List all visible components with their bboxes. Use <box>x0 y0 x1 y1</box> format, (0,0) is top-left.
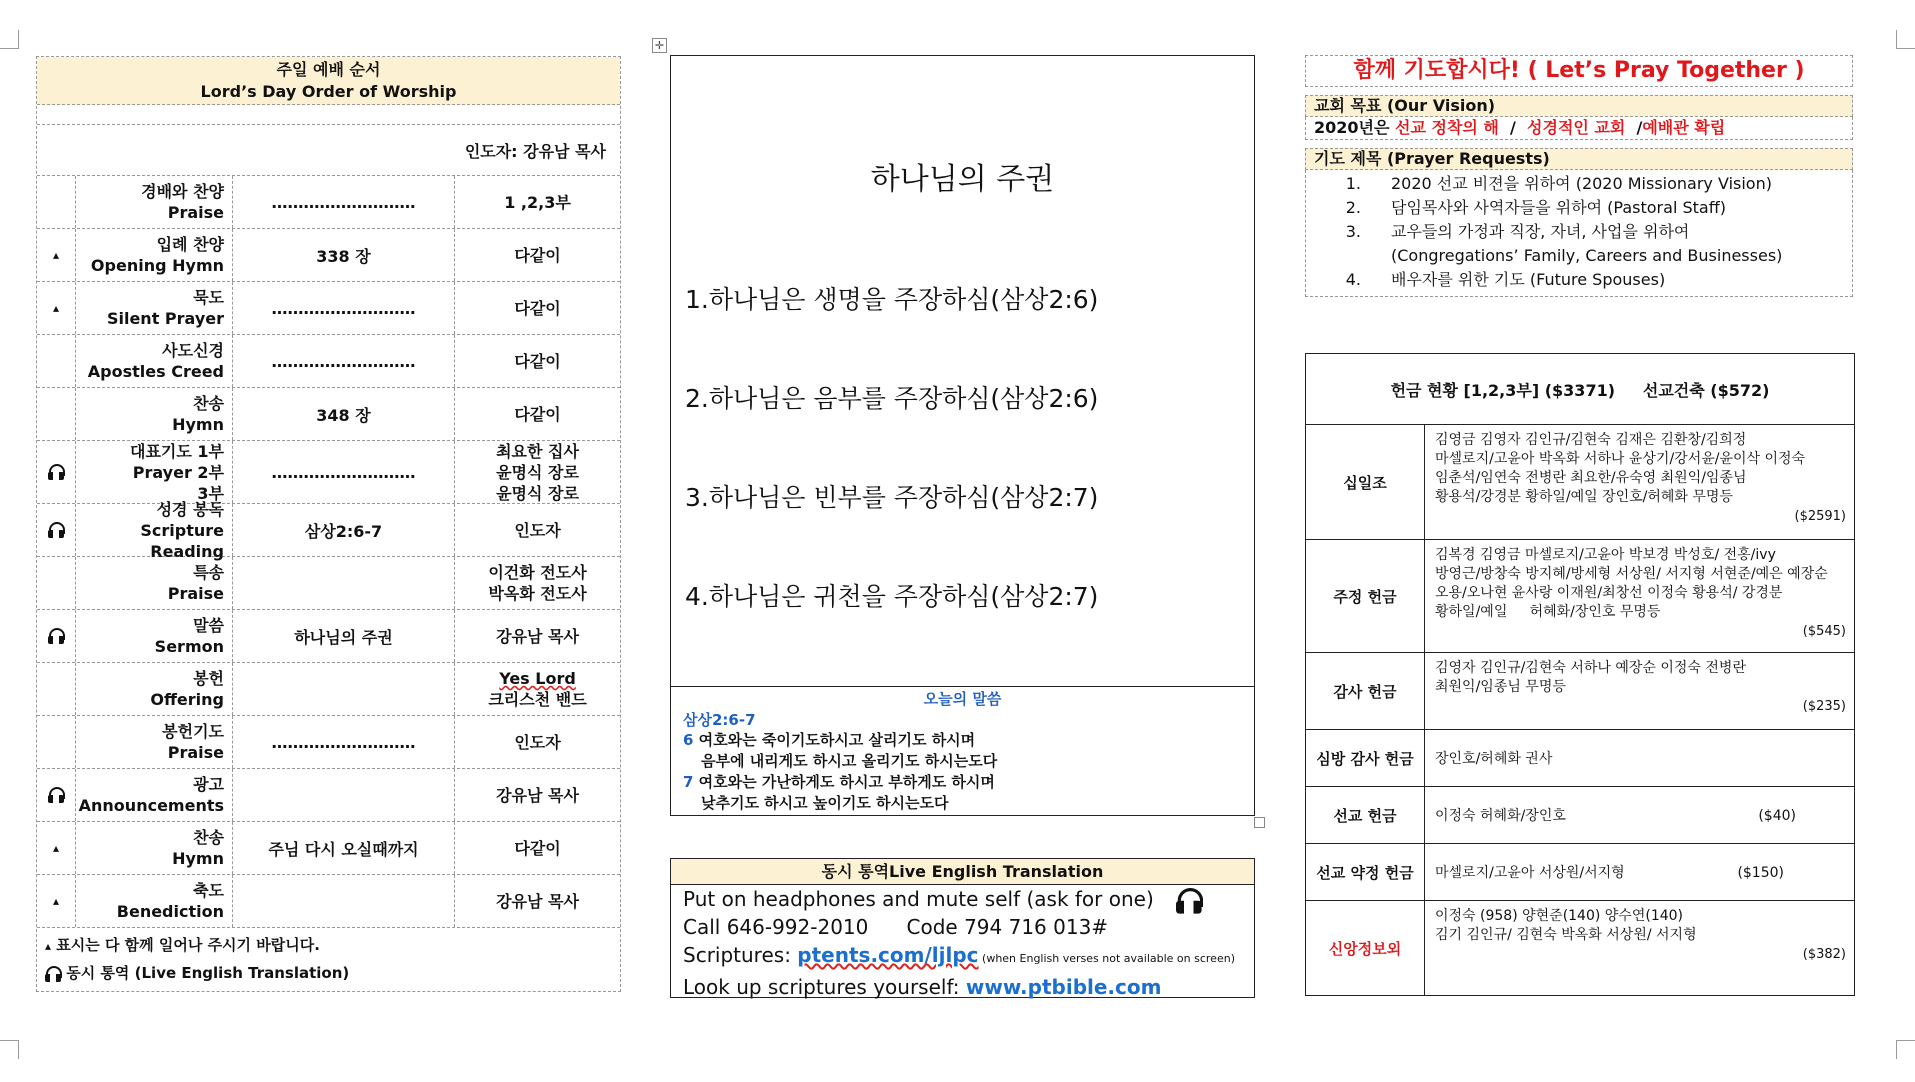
worship-item-item-en: Announcements <box>78 796 224 815</box>
ptents-link[interactable]: ptents.com/ljlpc <box>797 943 979 967</box>
worship-presenter <box>455 335 620 387</box>
worship-row <box>37 441 620 504</box>
worship-presenter-line: 강유남 목사 <box>496 626 579 646</box>
worship-item <box>76 176 233 228</box>
worship-item-item-3: 3부 <box>197 483 224 503</box>
worship-presenter-line: 강유남 목사 <box>496 891 579 911</box>
worship-detail: ……………………… <box>233 176 455 228</box>
worship-item <box>76 335 233 387</box>
worship-item <box>76 388 233 440</box>
offering-row <box>1306 425 1854 540</box>
offering-donors <box>1425 901 1854 995</box>
prayer-request-text: (Congregations’ Family, Careers and Businesses) <box>1391 246 1783 265</box>
worship-presenter-line: 최요한 집사 <box>496 441 579 461</box>
worship-item <box>76 610 233 662</box>
worship-presenter <box>455 610 620 662</box>
worship-row <box>37 335 620 388</box>
worship-detail: 348 장 <box>233 388 455 440</box>
sermon-point-3: 3.하나님은 빈부를 주장하심(삼상2:7) <box>685 483 1099 512</box>
stand-icon: ▴ <box>52 894 60 908</box>
standing-note: ▴ 표시는 다 함께 일어나 주시기 바랍니다. <box>45 936 320 954</box>
offering-donor-line: 마셀로지/고윤아 서상원/서지형 <box>1435 864 1625 881</box>
worship-presenter-line: 다같이 <box>514 245 561 265</box>
worship-row <box>37 822 620 875</box>
prayer-request-text: 2020 선교 비젼을 위하여 (2020 Missionary Vision) <box>1391 174 1772 193</box>
prayer-requests-list <box>1305 170 1853 297</box>
prayer-section <box>1305 55 1853 297</box>
offering-donor-line: 김복경 김영금 마셀로지/고윤아 박보경 박성호/ 전홍/ivy <box>1435 547 1776 563</box>
worship-rows <box>37 176 620 928</box>
worship-item-item-ko: 찬송 <box>193 394 224 413</box>
worship-presenter-line: 크리스천 밴드 <box>488 690 587 709</box>
worship-row <box>37 875 620 928</box>
worship-row <box>37 499 620 561</box>
worship-item <box>76 229 233 281</box>
worship-detail: 338 장 <box>233 229 455 281</box>
worship-item <box>76 822 233 874</box>
offering-donor-line: 김영자 김인규/김현숙 서하나 예장순 이정숙 전병란 <box>1435 660 1746 676</box>
worship-item <box>76 441 233 503</box>
worship-leader: 인도자: 강유남 목사 <box>37 125 620 176</box>
translation-line-1: Put on headphones and mute self (ask for one) <box>671 885 1254 913</box>
stand-icon: ▴ <box>45 939 52 953</box>
stand-icon: ▴ <box>52 301 60 315</box>
offering-donor-line: 김영금 김영자 김인규/김현숙 김재은 김환창/김희정 <box>1435 432 1747 448</box>
worship-row-icon-cell <box>37 610 76 662</box>
vision-header: 교회 목표 (Our Vision) <box>1305 95 1853 117</box>
verses-reference: 삼상2:6-7 <box>683 711 756 729</box>
worship-presenter-line: 다같이 <box>514 351 561 371</box>
offering-donors <box>1425 844 1854 900</box>
worship-item-item-ko: 축도 <box>193 881 224 900</box>
offering-donor-line: 최원익/임종님 무명등 <box>1435 679 1566 695</box>
offering-amount: ($150) <box>1737 864 1784 881</box>
worship-item-item-ko: 성경 봉독 <box>156 499 224 519</box>
worship-row-icon-cell <box>37 769 76 821</box>
translation-note: 동시 통역 (Live English Translation) <box>45 960 612 987</box>
worship-title-ko: 주일 예배 순서 <box>276 59 381 79</box>
worship-item-item-ko: 특송 <box>193 563 224 582</box>
worship-item-item-ko: 입례 찬양 <box>156 235 224 254</box>
offering-donor-line: 김기 김인규/ 김현숙 박옥화 서상원/ 서지형 <box>1435 927 1697 943</box>
pray-together-title: 함께 기도합시다! ( Let’s Pray Together ) <box>1305 55 1853 87</box>
offering-amount: ($2591) <box>1794 509 1846 524</box>
worship-row <box>37 610 620 663</box>
offering-donors <box>1425 653 1854 729</box>
todays-verses <box>670 686 1255 816</box>
offering-amount: ($545) <box>1802 624 1846 639</box>
prayer-request-text: 교우들의 가정과 직장, 자녀, 사업을 위하여 <box>1391 222 1690 241</box>
worship-item-item-en: Praise <box>167 743 224 762</box>
worship-item-item-ko: 경배와 찬양 <box>141 182 224 201</box>
worship-presenter <box>455 716 620 768</box>
worship-detail <box>233 663 455 715</box>
prayer-request-text: 담임목사와 사역자들을 위하여 (Pastoral Staff) <box>1391 198 1726 217</box>
worship-presenter <box>455 441 620 503</box>
offering-donors <box>1425 730 1854 786</box>
worship-presenter-line: 이건화 전도사 <box>488 563 587 582</box>
offering-donors <box>1425 540 1854 652</box>
stand-icon: ▴ <box>52 841 60 855</box>
offering-category: 심방 감사 헌금 <box>1306 730 1425 786</box>
offering-amount: ($382) <box>1802 947 1846 962</box>
worship-item <box>76 282 233 334</box>
offering-donor-line: 임춘석/임연숙 전병란 최요한/유숙영 최원익/임종님 <box>1435 470 1747 486</box>
table-resize-handle[interactable] <box>1254 817 1265 828</box>
worship-row-icon-cell <box>37 282 76 334</box>
corner-mark-top-right <box>1896 30 1915 49</box>
worship-title-en: Lord’s Day Order of Worship <box>200 81 457 101</box>
worship-row-icon-cell <box>37 176 76 228</box>
requests-header: 기도 제목 (Prayer Requests) <box>1305 148 1853 170</box>
worship-detail: ……………………… <box>233 441 455 503</box>
prayer-request-item <box>1306 244 1852 268</box>
worship-item-item-ko: 사도신경 <box>162 341 224 360</box>
worship-item-item-ko: 말씀 <box>193 616 224 635</box>
worship-presenter <box>455 557 620 609</box>
worship-presenter-line: 1 ,2,3부 <box>504 192 571 212</box>
worship-row <box>37 176 620 229</box>
offering-table <box>1305 353 1855 996</box>
offering-donors <box>1425 787 1854 843</box>
corner-mark-bottom-right <box>1896 1040 1915 1059</box>
worship-presenter <box>455 282 620 334</box>
worship-presenter-line: 다같이 <box>514 298 561 318</box>
prayer-request-item <box>1306 172 1852 196</box>
translation-line-2: Call 646-992-2010 Code 794 716 013# <box>683 915 1109 939</box>
worship-item-item-en: Benediction <box>116 902 224 921</box>
offering-category: 주정 헌금 <box>1306 540 1425 652</box>
worship-row <box>37 769 620 822</box>
translation-header: 동시 통역Live English Translation <box>671 859 1254 885</box>
worship-blank-row <box>37 105 620 125</box>
worship-presenter-line: 인도자 <box>514 732 561 752</box>
worship-presenter-line: 윤명식 장로 <box>496 483 579 503</box>
worship-presenter <box>455 663 620 715</box>
worship-item-item-en: Praise <box>167 584 224 603</box>
worship-row-icon-cell <box>37 388 76 440</box>
worship-detail <box>233 557 455 609</box>
offering-row <box>1306 901 1854 995</box>
verse-6: 6 여호와는 죽이기도하시고 살리기도 하시며 <box>683 731 976 749</box>
worship-presenter-line: 다같이 <box>514 838 561 858</box>
offering-row <box>1306 730 1854 787</box>
offering-row <box>1306 653 1854 730</box>
offering-donor-line: 방영근/방창숙 방지혜/방세형 서상원/ 서지형 서현준/예은 예장순 <box>1435 566 1828 582</box>
translation-line-3: Scriptures: ptents.com/ljlpc (when English verses not available on screen) <box>683 943 1235 967</box>
prayer-request-number: 4. <box>1345 270 1361 289</box>
worship-row <box>37 229 620 282</box>
worship-row-icon-cell <box>37 875 76 927</box>
worship-item <box>76 557 233 609</box>
headphones-icon <box>1176 888 1202 914</box>
worship-row-icon-cell <box>37 441 76 503</box>
worship-presenter-line: 박옥화 전도사 <box>488 584 587 603</box>
sermon-point-4: 4.하나님은 귀천을 주장하심(삼상2:7) <box>685 582 1099 611</box>
worship-item-item-en: Hymn <box>172 849 224 868</box>
worship-presenter <box>455 176 620 228</box>
corner-mark-bottom-left <box>0 1040 19 1059</box>
headphones-icon <box>48 464 64 480</box>
stand-icon: ▴ <box>52 248 60 262</box>
worship-detail <box>233 875 455 927</box>
worship-item-item-en: Silent Prayer <box>106 309 224 328</box>
corner-mark-top-left <box>0 30 19 49</box>
worship-item-item-en: Opening Hymn <box>90 256 224 275</box>
worship-detail: 삼상2:6-7 <box>233 504 455 556</box>
prayer-request-text: 배우자를 위한 기도 (Future Spouses) <box>1391 270 1666 289</box>
worship-item-item-en: Hymn <box>172 415 224 434</box>
offering-donor-line: 황하일/예일 허혜화/장인호 무명등 <box>1435 604 1661 620</box>
worship-item <box>76 875 233 927</box>
offering-category: 신앙정보외 <box>1306 901 1425 995</box>
worship-item-item-en: Offering <box>150 690 224 709</box>
offering-donor-line: 장인호/허혜화 권사 <box>1435 750 1553 767</box>
worship-item-item-ko: 광고 <box>193 775 224 794</box>
worship-presenter-line: 인도자 <box>514 520 561 540</box>
verse-7-cont: 낮추기도 하시고 높이기도 하시는도다 <box>701 794 949 812</box>
worship-item-item-en: Scripture Reading <box>140 520 224 561</box>
worship-row <box>37 282 620 335</box>
worship-row-icon-cell <box>37 229 76 281</box>
offering-category: 감사 헌금 <box>1306 653 1425 729</box>
worship-presenter-line: 다같이 <box>514 404 561 424</box>
verse-6-cont: 음부에 내리게도 하시고 올리기도 하시는도다 <box>701 752 998 770</box>
offering-donor-line: 오용/오나현 윤사랑 이재원/최창선 이정숙 황용석/ 강경분 <box>1435 585 1783 601</box>
offering-category: 십일조 <box>1306 425 1425 539</box>
headphones-icon <box>45 966 61 982</box>
worship-row-icon-cell <box>37 716 76 768</box>
worship-item-item-ko: 봉헌 <box>193 669 224 688</box>
worship-detail: ……………………… <box>233 335 455 387</box>
worship-item-item-ko: 대표기도 1부 <box>130 441 224 461</box>
sermon-point-1: 1.하나님은 생명을 주장하심(삼상2:6) <box>685 285 1099 314</box>
offering-amount: ($235) <box>1802 699 1846 714</box>
offering-donor-line: 이정숙 허혜화/장인호 <box>1435 807 1566 824</box>
worship-item <box>76 663 233 715</box>
worship-notes <box>37 928 620 991</box>
offering-row <box>1306 787 1854 844</box>
worship-detail: 하나님의 주권 <box>233 610 455 662</box>
verses-title: 오늘의 말씀 <box>923 690 1002 708</box>
worship-row-icon-cell <box>37 335 76 387</box>
sermon-box <box>670 55 1255 687</box>
live-translation-box <box>670 858 1255 998</box>
worship-item-item-en: Prayer 2부 <box>132 462 224 482</box>
vision-line: 2020년은 선교 정착의 해 / 성경적인 교회 /예배관 확립 <box>1305 117 1853 140</box>
offering-amount: ($40) <box>1758 807 1796 824</box>
headphones-icon <box>48 522 64 538</box>
worship-header <box>37 57 620 105</box>
worship-item-item-en: Apostles Creed <box>87 362 224 381</box>
prayer-request-number <box>1306 244 1391 268</box>
worship-item-item-en: Praise <box>167 203 224 222</box>
worship-row <box>37 557 620 610</box>
sermon-point-2: 2.하나님은 음부를 주장하심(삼상2:6) <box>685 384 1099 413</box>
offering-row <box>1306 844 1854 901</box>
ptbible-link[interactable]: www.ptbible.com <box>965 975 1162 999</box>
worship-presenter-line: 강유남 목사 <box>496 785 579 805</box>
translation-line-4: Look up scriptures yourself: www.ptbible.com <box>683 975 1162 999</box>
worship-presenter <box>455 229 620 281</box>
worship-presenter <box>455 388 620 440</box>
prayer-request-number: 3. <box>1345 222 1361 241</box>
worship-item <box>76 716 233 768</box>
worship-item-item-en: Sermon <box>154 637 224 656</box>
prayer-request-item <box>1306 268 1852 292</box>
worship-row <box>37 663 620 716</box>
prayer-request-item <box>1306 196 1852 220</box>
worship-item-item-ko: 찬송 <box>193 828 224 847</box>
prayer-request-number: 1. <box>1345 174 1361 193</box>
worship-presenter-line: Yes Lord <box>499 669 576 688</box>
worship-presenter <box>455 875 620 927</box>
worship-item-item-ko: 묵도 <box>193 288 224 307</box>
worship-presenter <box>455 822 620 874</box>
worship-item-item-ko: 봉헌기도 <box>162 722 224 741</box>
table-move-handle-icon[interactable]: ✛ <box>652 38 667 53</box>
offering-category: 선교 헌금 <box>1306 787 1425 843</box>
verse-7: 7 여호와는 가난하게도 하시고 부하게도 하시며 <box>683 773 995 791</box>
worship-order-table <box>36 56 621 992</box>
offering-donor-line: 이정숙 (958) 양현준(140) 양수연(140) <box>1435 908 1684 924</box>
offering-donor-line: 황용석/강경분 황하일/예일 장인호/허혜화 무명등 <box>1435 489 1733 505</box>
headphones-icon <box>48 787 64 803</box>
worship-row <box>37 716 620 769</box>
worship-presenter <box>455 504 620 556</box>
sermon-title: 하나님의 주권 <box>870 162 1055 197</box>
offering-donors <box>1425 425 1854 539</box>
worship-item <box>76 769 233 821</box>
offering-donor-line: 마셀로지/고윤아 박옥화 서하나 윤상기/강서윤/윤이삭 이정숙 <box>1435 451 1806 467</box>
worship-row-icon-cell <box>37 557 76 609</box>
offering-header: 헌금 현황 [1,2,3부] ($3371) 선교건축 ($572) <box>1306 354 1854 425</box>
worship-presenter-line: 윤명식 장로 <box>496 462 579 482</box>
worship-item <box>76 499 233 561</box>
offering-row <box>1306 540 1854 653</box>
worship-detail: ……………………… <box>233 282 455 334</box>
worship-detail: 주님 다시 오실때까지 <box>233 822 455 874</box>
headphones-icon <box>48 628 64 644</box>
worship-presenter <box>455 769 620 821</box>
offering-category: 선교 약정 헌금 <box>1306 844 1425 900</box>
worship-detail: ……………………… <box>233 716 455 768</box>
worship-detail <box>233 769 455 821</box>
worship-row-icon-cell <box>37 504 76 556</box>
worship-row-icon-cell <box>37 822 76 874</box>
prayer-request-number: 2. <box>1345 198 1361 217</box>
worship-row-icon-cell <box>37 663 76 715</box>
prayer-request-item <box>1306 220 1852 244</box>
offering-rows <box>1306 425 1854 995</box>
worship-row <box>37 388 620 441</box>
